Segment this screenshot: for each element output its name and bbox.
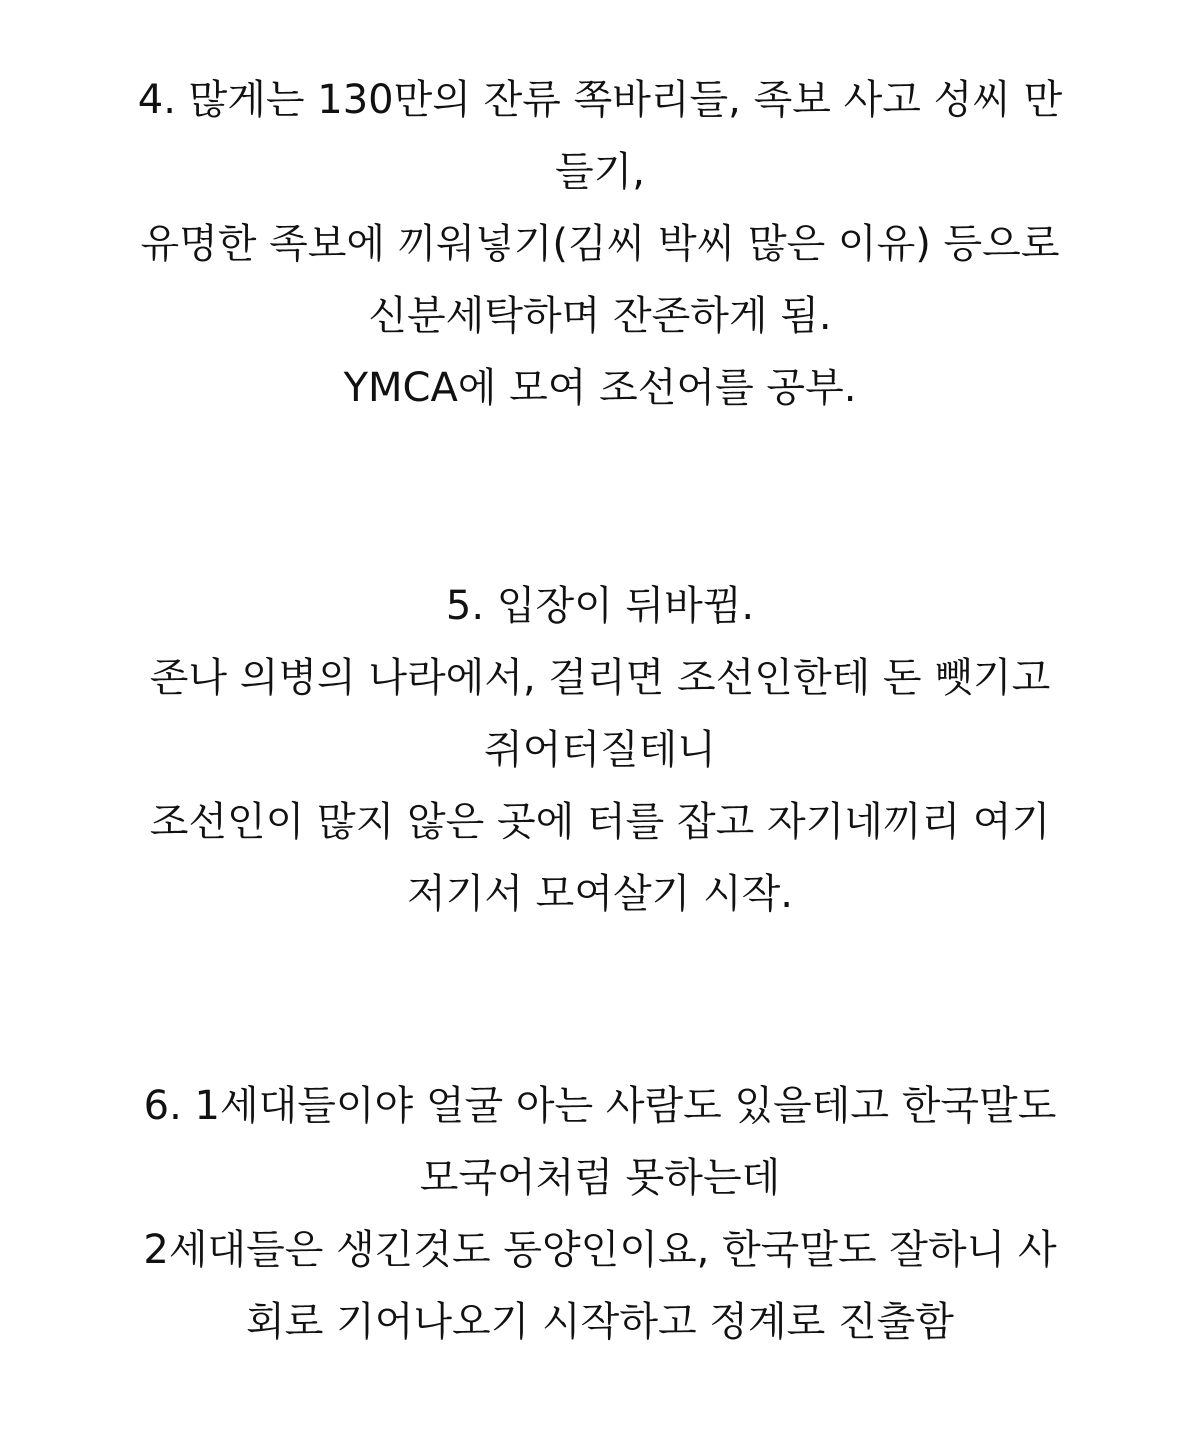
text-line: 모국어처럼 못하는데 — [419, 1155, 781, 1201]
text-line: 쥐어터질테니 — [484, 727, 716, 773]
text-line: 2세대들은 생긴것도 동양인이요, 한국말도 잘하니 사 — [143, 1227, 1057, 1273]
section-4-paragraph — [90, 64, 1110, 424]
text-line: 저기서 모여살기 시작. — [407, 871, 793, 917]
text-line: 회로 기어나오기 시작하고 정계로 진출함 — [246, 1299, 954, 1345]
text-line: 6. 1세대들이야 얼굴 아는 사람도 있을테고 한국말도 — [143, 1083, 1057, 1129]
text-line: 신분세탁하며 잔존하게 됨. — [368, 293, 832, 339]
text-line: 4. 많게는 130만의 잔류 쪽바리들, 족보 사고 성씨 만 — [137, 77, 1063, 123]
section-5-paragraph — [90, 570, 1110, 930]
text-line: 5. 입장이 뒤바뀜. — [445, 583, 755, 629]
text-line: 존나 의병의 나라에서, 걸리면 조선인한테 돈 뺏기고 — [149, 655, 1051, 701]
text-line: 조선인이 많지 않은 곳에 터를 잡고 자기네끼리 여기 — [149, 799, 1051, 845]
text-line: 들기, — [555, 149, 645, 195]
text-line: 유명한 족보에 끼워넣기(김씨 박씨 많은 이유) 등으로 — [140, 221, 1060, 267]
text-line: YMCA에 모여 조선어를 공부. — [343, 365, 857, 411]
section-6-paragraph — [90, 1070, 1110, 1358]
